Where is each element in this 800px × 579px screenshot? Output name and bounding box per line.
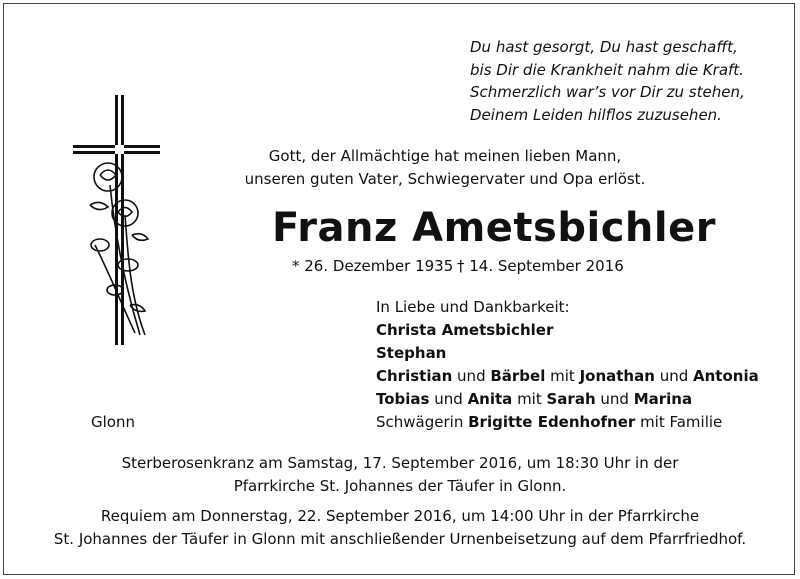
mourner-name: Jonathan [579, 367, 655, 385]
deceased-name: Franz Ametsbichler [272, 205, 716, 251]
poem-line: Schmerzlich war’s vor Dir zu stehen, [470, 83, 745, 101]
cross-with-roses-icon [70, 95, 160, 345]
intro-line: unseren guten Vater, Schwiegervater und Opa erlöst. [244, 169, 646, 188]
service-line: Requiem am Donnerstag, 22. September 2016, um 14:00 Uhr in der Pfarrkirche [100, 507, 700, 525]
poem-line: Du hast gesorgt, Du hast geschafft, [470, 38, 738, 56]
connector: mit [545, 367, 580, 385]
mourner-name: Tobias [376, 390, 430, 408]
mourner-name: Brigitte Edenhofner [468, 413, 636, 431]
death-date: † 14. September 2016 [457, 257, 624, 275]
connector: und [654, 367, 693, 385]
connector: mit [512, 390, 547, 408]
mourner-name: Antonia [693, 367, 759, 385]
mourner-name: Marina [633, 390, 693, 408]
connector: und [429, 390, 468, 408]
poem-line: Deinem Leiden hilflos zuzusehen. [470, 105, 722, 124]
poem [470, 36, 745, 126]
connector: und [595, 390, 634, 408]
poem-line: bis Dir die Krankheit nahm die Kraft. [470, 60, 744, 79]
connector: Schwägerin [376, 413, 469, 431]
mourner-line [376, 388, 759, 411]
service-line: Pfarrkirche St. Johannes der Täufer in Glonn. [233, 477, 567, 495]
service-line: Sterberosenkranz am Samstag, 17. September 2016, um 18:30 Uhr in der [121, 454, 679, 472]
mourner-name: Christian [376, 367, 453, 385]
mourner-name: Anita [467, 390, 513, 408]
mourner-line [376, 411, 759, 434]
intro-text [0, 145, 800, 190]
connector: mit Familie [635, 413, 723, 431]
place-name: Glonn [91, 413, 135, 431]
connector: und [452, 367, 491, 385]
mourner-name: Sarah [546, 390, 596, 408]
mourners-heading: In Liebe und Dankbarkeit: [376, 298, 570, 316]
mourner-name: Bärbel [490, 367, 546, 385]
mourners-list [376, 296, 759, 434]
service-line: St. Johannes der Täufer in Glonn mit anschließender Urnenbeisetzung auf dem Pfarrfriedhof. [53, 530, 747, 548]
intro-line: Gott, der Allmächtige hat meinen lieben Mann, [268, 147, 622, 165]
birth-date: * 26. Dezember 1935 [292, 257, 454, 275]
mourner-line: Christa Ametsbichler [376, 321, 554, 339]
mourner-line: Stephan [376, 344, 447, 362]
service-info [0, 452, 800, 551]
mourner-line [376, 365, 759, 388]
